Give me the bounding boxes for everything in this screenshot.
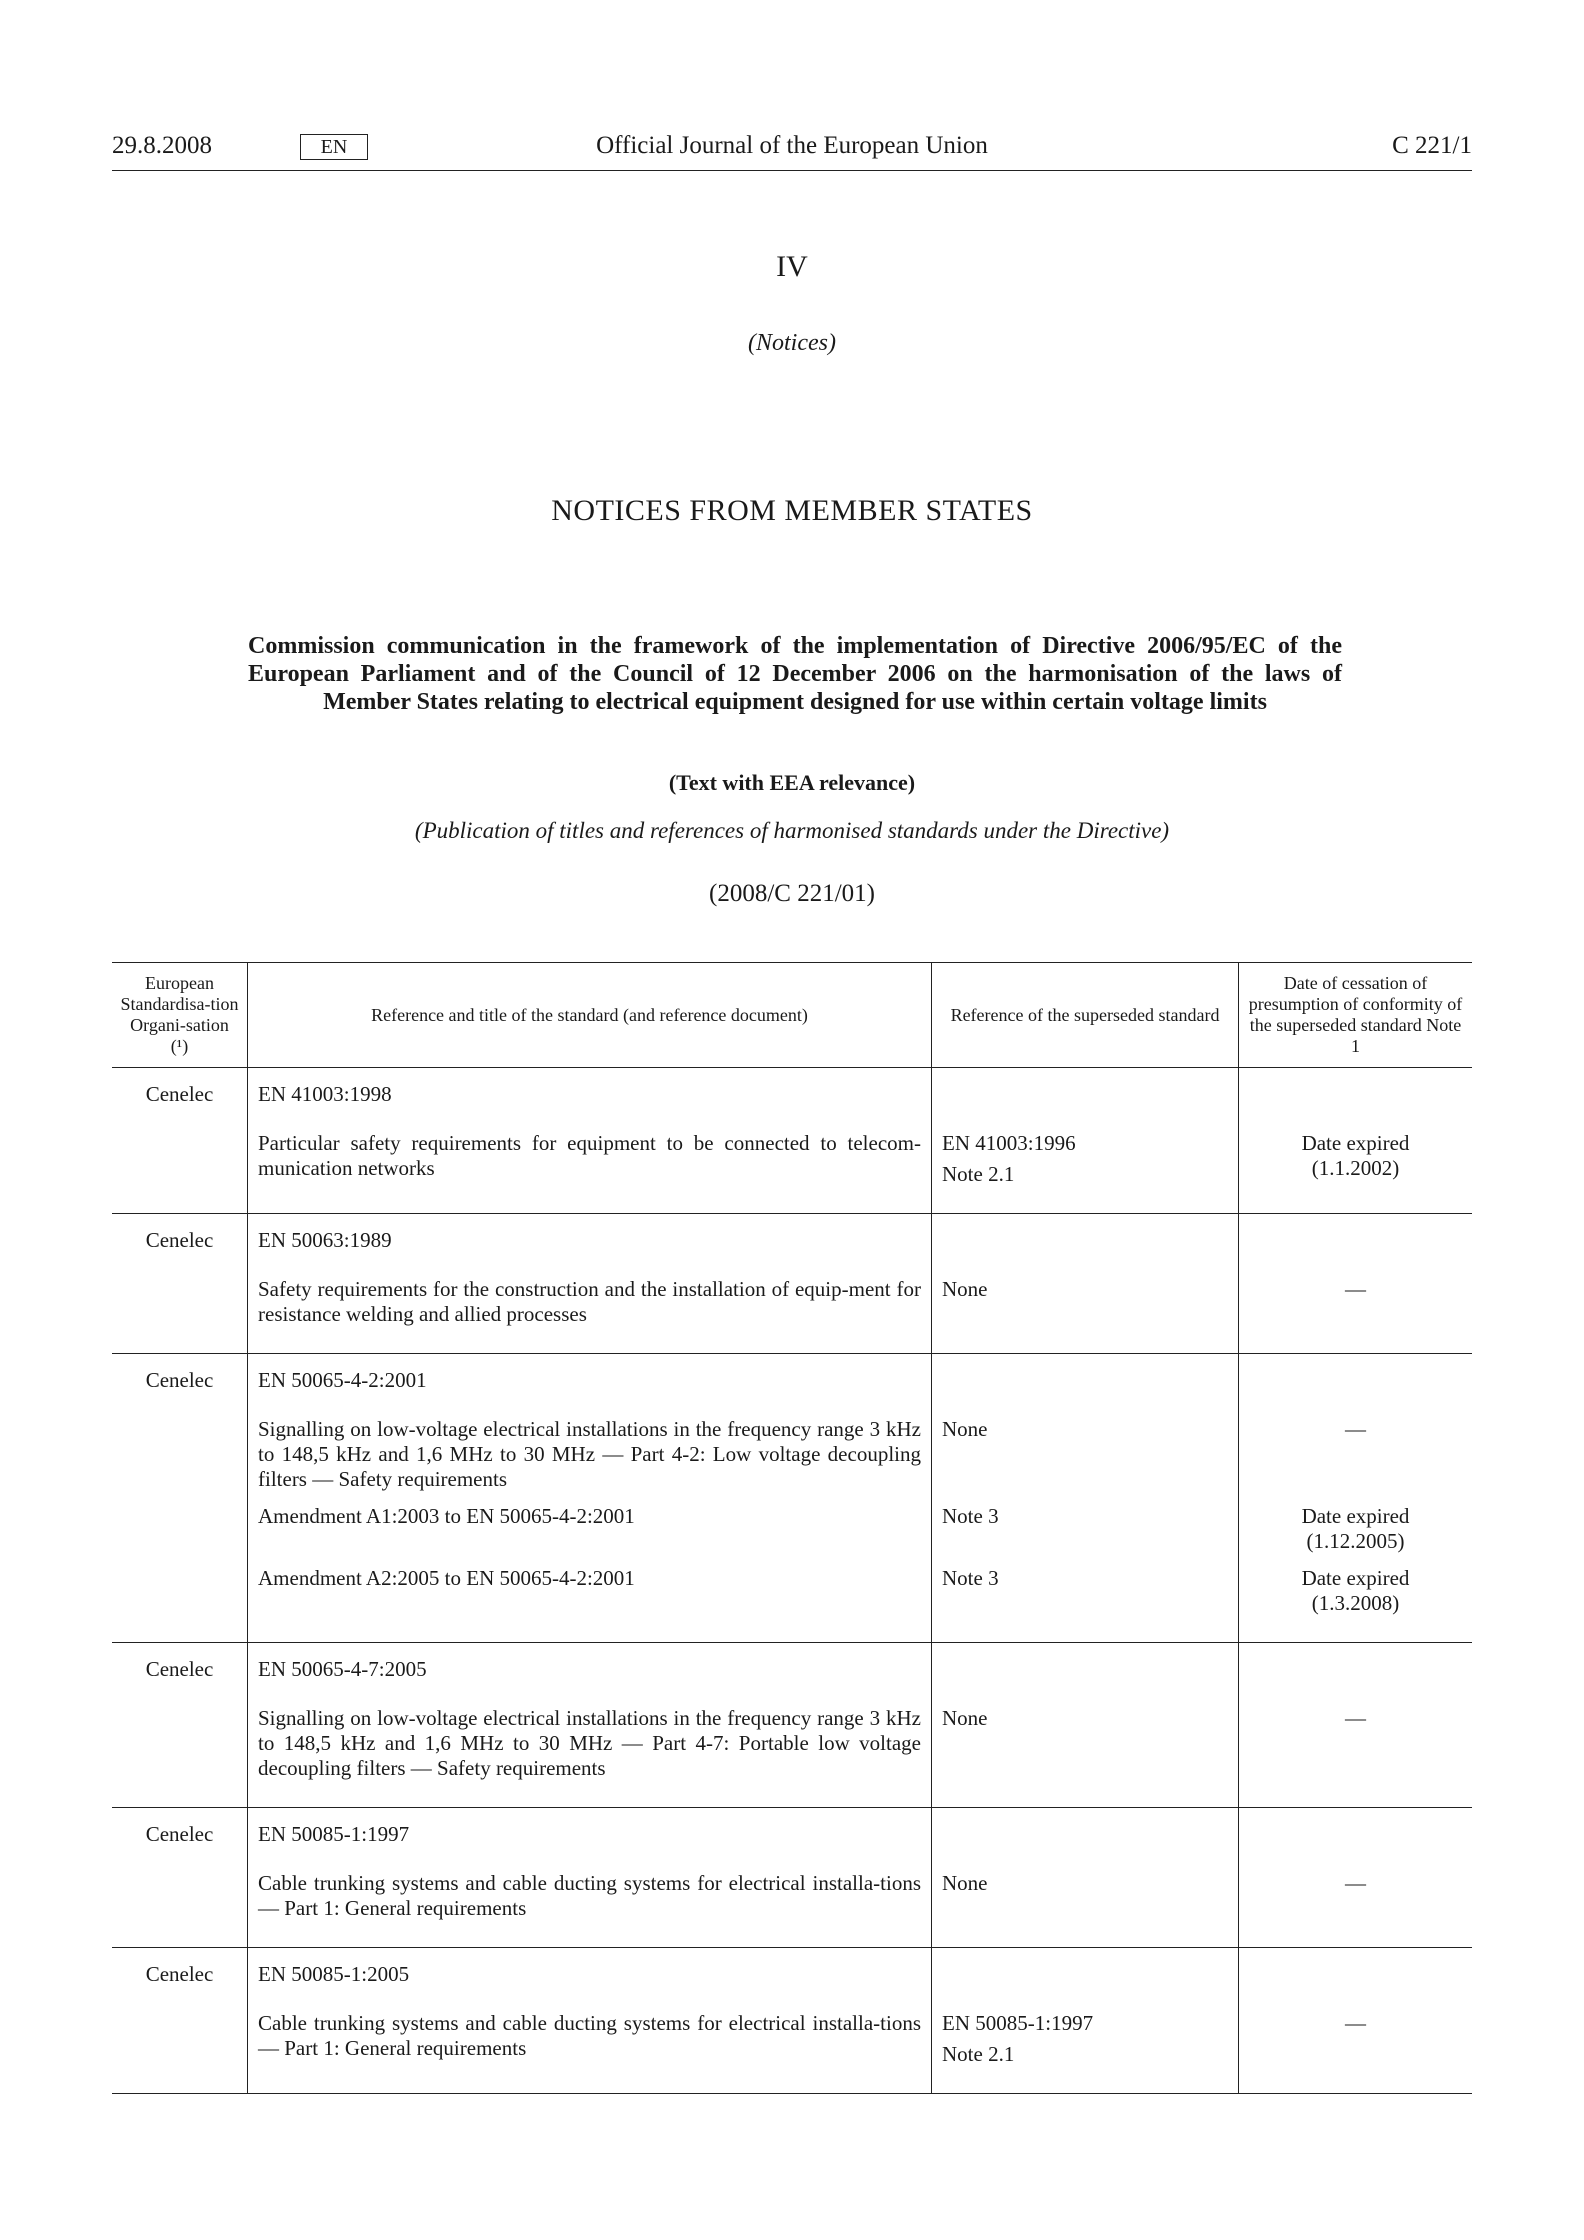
- table-row: [112, 1131, 1472, 1214]
- part-number: IV: [776, 250, 808, 283]
- superseded-cell: [932, 1354, 1239, 1418]
- cessation-date: —: [1239, 1277, 1473, 1354]
- org-cell: Cenelec: [112, 1643, 248, 1707]
- cessation-date: —: [1345, 1417, 1366, 1441]
- header-superseded: Reference of the superseded standard: [932, 963, 1239, 1068]
- org-cell: Cenelec: [112, 1808, 248, 1872]
- part-subtitle: (Notices): [748, 330, 836, 356]
- cessation-cell: [1239, 1068, 1473, 1132]
- journal-header: [112, 130, 1472, 171]
- journal-title: Official Journal of the European Union: [596, 132, 988, 159]
- table-row: [112, 1706, 1472, 1808]
- superseded-cell: [932, 1808, 1239, 1872]
- table-row: [112, 1643, 1472, 1707]
- superseded-standard: EN 50085-1:1997 Note 2.1: [932, 2011, 1239, 2094]
- cessation-date-value: (1.12.2005): [1306, 1529, 1405, 1553]
- superseded-standard: None: [932, 1706, 1239, 1808]
- superseded-cell: [932, 1643, 1239, 1707]
- table-row: [112, 1808, 1472, 1872]
- superseded-standard: EN 41003:1996 Note 2.1: [932, 1131, 1239, 1214]
- standard-title: Amendment A1:2003 to EN 50065-4-2:2001: [248, 1504, 932, 1566]
- cessation-cell: [1239, 1354, 1473, 1418]
- superseded-standard: Note 3: [932, 1504, 1239, 1566]
- communication-title: Commission communication in the framework of the implementation of Directive 2006/95/EC of the European Parliament and of the Council of 12 December 2006 on the harmonisation of the laws of Member States relating to electrical equipment designed for use within certain voltage limits: [248, 633, 1342, 715]
- superseded-standard: None: [932, 1277, 1239, 1354]
- standard-reference: EN 50085-1:2005: [248, 1948, 932, 2012]
- standard-title: Signalling on low-voltage electrical installations in the frequency range 3 kHz to 148,5 kHz and 1,6 MHz to 30 MHz — Part 4-2: Low voltage decoupling filters — Safety requirements: [248, 1417, 932, 1504]
- org-cell: [112, 1277, 248, 1354]
- header-cessation: Date of cessation of presumption of conformity of the superseded standard Note 1: [1239, 963, 1473, 1068]
- superseded-standard: None: [932, 1417, 1239, 1504]
- table-row: [112, 1948, 1472, 2012]
- cessation-date: —: [1239, 1706, 1473, 1808]
- org-cell: Cenelec: [112, 1214, 248, 1278]
- table-body: [112, 1068, 1472, 2094]
- table-row: [112, 1354, 1472, 1418]
- publication-note: (Publication of titles and references of harmonised standards under the Directive): [414, 818, 1170, 843]
- org-cell: [112, 1706, 248, 1808]
- page-reference: C 221/1: [1392, 132, 1472, 159]
- superseded-standard: None: [932, 1871, 1239, 1948]
- cessation-date: Date expired (1.1.2002): [1239, 1131, 1473, 1214]
- table-row: [112, 1214, 1472, 1278]
- cessation-date-value: (1.3.2008): [1311, 1591, 1400, 1615]
- cessation-cell: [1239, 1214, 1473, 1278]
- superseded-note: Note 2.1: [942, 1162, 1015, 1186]
- section-title: NOTICES FROM MEMBER STATES: [551, 494, 1033, 527]
- cessation-cell: [1239, 1643, 1473, 1707]
- cessation-cell: [1239, 1948, 1473, 2012]
- cessation-date: —: [1239, 1871, 1473, 1948]
- org-cell: [112, 1504, 248, 1566]
- cessation-date: Date expired (1.12.2005): [1239, 1504, 1473, 1566]
- org-cell: [112, 2011, 248, 2094]
- cessation-date-value: (1.1.2002): [1311, 1156, 1400, 1180]
- table-row: [112, 1277, 1472, 1354]
- document-page: [112, 0, 1472, 2240]
- superseded-note: Note 2.1: [942, 2042, 1015, 2066]
- superseded-cell: [932, 1214, 1239, 1278]
- org-cell: Cenelec: [112, 1068, 248, 1132]
- standard-title: Safety requirements for the construction and the installation of equip-ment for resistance welding and allied processes: [248, 1277, 932, 1354]
- superseded-standard: Note 3: [932, 1566, 1239, 1643]
- org-cell: [112, 1871, 248, 1948]
- eea-relevance: (Text with EEA relevance): [668, 770, 916, 795]
- table-row: [112, 2011, 1472, 2094]
- standard-title: Cable trunking systems and cable ducting systems for electrical installa-tions — Part 1: General requirements: [248, 2011, 932, 2094]
- standard-reference: EN 50085-1:1997: [248, 1808, 932, 1872]
- standard-reference: EN 50063:1989: [248, 1214, 932, 1278]
- standard-title: Amendment A2:2005 to EN 50065-4-2:2001: [248, 1566, 932, 1643]
- cessation-date: —: [1239, 2011, 1473, 2094]
- superseded-cell: [932, 1068, 1239, 1132]
- org-cell: [112, 1131, 248, 1214]
- org-cell: Cenelec: [112, 1354, 248, 1418]
- header-reference: Reference and title of the standard (and reference document): [248, 963, 932, 1068]
- standard-title: Cable trunking systems and cable ducting systems for electrical installa-tions — Part 1: General requirements: [248, 1871, 932, 1948]
- publication-date: 29.8.2008: [112, 132, 212, 159]
- table-header-row: [112, 963, 1472, 1068]
- standards-table: [112, 962, 1472, 2094]
- document-reference: (2008/C 221/01): [709, 880, 875, 907]
- table-row: [112, 1417, 1472, 1504]
- cessation-date: Date expired (1.3.2008): [1239, 1566, 1473, 1643]
- table-row: [112, 1871, 1472, 1948]
- table-row: [112, 1068, 1472, 1132]
- org-cell: [112, 1566, 248, 1643]
- table-row: [112, 1504, 1472, 1566]
- header-org: European Standardisa-tion Organi-sation (¹): [112, 963, 248, 1068]
- org-cell: [112, 1417, 248, 1504]
- standard-title: Particular safety requirements for equipment to be connected to telecom-munication networks: [248, 1131, 932, 1214]
- superseded-cell: [932, 1948, 1239, 2012]
- standard-reference: EN 41003:1998: [248, 1068, 932, 1132]
- cessation-cell: [1239, 1808, 1473, 1872]
- standard-reference: EN 50065-4-2:2001: [248, 1354, 932, 1418]
- standard-reference: EN 50065-4-7:2005: [248, 1643, 932, 1707]
- standard-title: Signalling on low-voltage electrical installations in the frequency range 3 kHz to 148,5 kHz and 1,6 MHz to 30 MHz — Part 4-7: Portable low voltage decoupling filters — Safety requirements: [248, 1706, 932, 1808]
- table-row: [112, 1566, 1472, 1643]
- language-badge: EN: [300, 134, 368, 160]
- org-cell: Cenelec: [112, 1948, 248, 2012]
